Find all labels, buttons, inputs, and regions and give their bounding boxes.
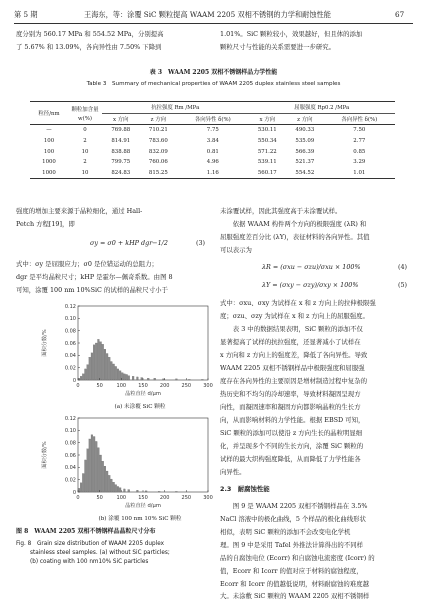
y-tick-label: 0.02: [64, 477, 76, 484]
histogram-bar: [80, 483, 82, 492]
histogram-bar: [176, 491, 178, 492]
intro-left-line-2: 了 5.67% 和 13.09%，各向异性由 7.50% 下降到: [16, 43, 162, 51]
y-tick-label: 0.10: [64, 316, 76, 323]
histogram-bar: [91, 353, 93, 380]
table-cell: 824.83: [102, 168, 140, 179]
right-body3-line-1: 图 9 是 WAAM 2205 双相不锈钢样品在 3.5%: [220, 502, 368, 510]
histogram-bar: [104, 349, 106, 380]
x-tick-label: 300: [203, 383, 213, 389]
histogram-bar: [100, 455, 102, 492]
left-body-line-1: 强度的增加主要来源于晶粒细化，通过 Hall-: [16, 207, 143, 215]
table-title-en: Table 3 Summary of mechanical properties of WAAM 2205 duplex stainless steel samples: [86, 81, 341, 87]
figure-caption-cn: 图 8 WAAM 2205 双相不锈钢样品晶粒尺寸分布: [16, 528, 156, 535]
x-axis-label: 晶粒直径 d/μm: [125, 391, 161, 397]
right-body1-line-4: 可以表示为: [220, 246, 252, 254]
histogram-bar: [137, 490, 139, 492]
table-cell: 2.77: [353, 138, 366, 145]
table-cell: 814.91: [111, 138, 131, 145]
histogram-bar: [115, 485, 117, 492]
y-tick-label: 0.04: [64, 353, 76, 360]
grain-size-chart-a: [38, 302, 218, 402]
chart-a-subtitle: (a) 未涂覆 SiC 颗粒: [114, 404, 166, 410]
table-row: [30, 157, 395, 168]
y-axis-label: 面积分数/%: [42, 441, 48, 469]
histogram-bar: [106, 353, 108, 380]
equation-3-number: (3): [196, 239, 206, 247]
histogram-bar: [176, 379, 178, 380]
histogram-bar: [137, 377, 139, 380]
figure-caption-en-1: Fig. 8 Grain size distribution of WAAM 2205 duplex: [16, 541, 164, 547]
histogram-bar: [141, 378, 143, 380]
right-body3-line-5: 品的自腐蚀电位 (Ecorr) 和自腐蚀电流密度 (Icorr) 的: [220, 554, 375, 562]
table-row: [30, 136, 395, 147]
x-tick-label: 200: [159, 383, 170, 389]
table-cell: 1000: [30, 168, 68, 179]
table-row: [30, 125, 395, 136]
figure-caption-en-2: stainless steel samples. (a) without SiC particles;: [30, 550, 170, 556]
histogram-bar: [95, 441, 97, 492]
intro-right-line-2: 颗粒尺寸与性能的关系需要进一步研究。: [220, 43, 336, 51]
histogram-bar: [113, 482, 115, 492]
x-axis-label: 晶粒直径 d/μm: [125, 503, 161, 509]
histogram-bar: [128, 376, 130, 380]
histogram-bar: [108, 475, 110, 492]
table-cell: 710.21: [140, 125, 178, 136]
right-body2-line-9: 向性，而凝固速率和凝固方向都影响晶粒的生长方: [220, 403, 361, 411]
y-tick-label: 0: [72, 489, 76, 496]
right-body2-line-7: 度存在各向异性的主要原因是增材制造过程中复杂的: [220, 377, 367, 385]
table-cell: 1.01: [324, 168, 395, 179]
histogram-bar: [121, 373, 123, 380]
y-tick-label: 0.12: [64, 303, 76, 310]
x-tick-label: 150: [138, 383, 148, 389]
table-cell: 783.60: [148, 138, 168, 145]
table-cell: 0.81: [206, 148, 219, 155]
histogram-bar: [113, 364, 115, 380]
right-body2-line-4: 显著提高了试样的抗拉强度，还显著减小了试样在: [220, 338, 361, 346]
left-body2-line-3: 可知，涂覆 100 nm 10%SiC 的试样的晶粒尺寸小于: [16, 286, 168, 294]
x-tick-label: 150: [138, 495, 148, 501]
table-cell: 554.52: [286, 168, 324, 179]
table-cell: 0: [68, 125, 102, 136]
table-cell: 3.29: [353, 159, 366, 166]
histogram-bar: [154, 378, 156, 380]
table-cell: 0.85: [353, 148, 366, 155]
x-tick-label: 0: [76, 495, 80, 501]
histogram-bar: [128, 490, 130, 492]
x-tick-label: 50: [96, 495, 103, 501]
x-tick-label: 300: [203, 495, 213, 501]
histogram-bar: [89, 357, 91, 380]
header-rule: [14, 23, 413, 24]
right-body2-line-13: 试样的最大织构强度降低，从而降低了力学性能各: [220, 455, 361, 463]
histogram-bar: [124, 374, 126, 380]
section-heading: 2.3 耐腐蚀性能: [220, 485, 270, 493]
histogram-bar: [93, 345, 95, 380]
y-tick-label: 0.02: [64, 365, 76, 372]
intro-left-line-1: 度分别为 560.17 MPa 和 554.52 MPa，分别提高: [16, 30, 164, 38]
table-row: [30, 146, 395, 157]
grain-size-chart-b: [38, 414, 218, 514]
right-body1-line-3: 屈服强度差百分比 (λY)，表征材料的各向异性。其值: [220, 233, 370, 241]
table-cell: 10: [68, 168, 102, 179]
figure-caption-en-3: (b) coating with 100 nm10% SiC particles: [30, 559, 149, 565]
running-title: 王海东，等：涂覆 SiC 颗粒提高 WAAM 2205 双相不锈钢的力学和耐蚀性能: [84, 10, 331, 19]
right-body3-line-2: NaCl 溶液中的极化曲线，5 个样品的极化曲线形状: [220, 515, 366, 523]
right-body2-line-12: 化，并呈现多个不同的生长方向，涂覆 SiC 颗粒的: [220, 442, 364, 450]
right-body3-line-3: 相似，表明 SiC 颗粒的添加不会改变电化学机: [220, 528, 351, 536]
histogram-bar: [95, 343, 97, 380]
y-tick-label: 0.10: [64, 428, 76, 435]
y-tick-label: 0.08: [64, 440, 76, 447]
x-tick-label: 50: [96, 383, 103, 389]
y-tick-label: 0.06: [64, 452, 76, 459]
x-tick-label: 250: [181, 495, 192, 501]
histogram-bar: [111, 479, 113, 492]
table-cell: 539.11: [257, 159, 277, 166]
histogram-bar: [115, 366, 117, 380]
histogram-bar: [189, 379, 191, 380]
table-cell: 100: [43, 148, 55, 155]
histogram-bar: [82, 474, 84, 493]
right-body2-line-2: 度；σzu、σzy 为试样在 x 和 z 方向上的屈服强度。: [220, 312, 369, 320]
right-body2-line-1: 式中：σxu、σxy 为试样在 x 和 z 方向上的拉伸极限强: [220, 299, 376, 307]
table-cell: 521.37: [295, 159, 315, 166]
right-body2-line-10: 向，从而影响材料的力学性能。根据 EBSD 可知，: [220, 416, 365, 424]
histogram-bar: [126, 374, 128, 380]
left-body2-line-2: dgr 是平均晶粒尺寸；kHP 是霍尔—佩奇系数。由图 8: [16, 273, 173, 281]
right-body2-line-3: 表 3 中的数据结果表明，SiC 颗粒的添加不仅: [220, 325, 363, 333]
right-body2-line-8: 热历史和不均匀的冷却速率，导致材料凝固呈现方: [220, 390, 361, 398]
col-yield-z: z 方向: [297, 116, 313, 123]
right-body1-line-1: 未涂覆试样，因此其强度高于未涂覆试样。: [220, 207, 342, 215]
equation-4-number: (4): [398, 263, 408, 271]
table-cell: 760.06: [148, 159, 168, 166]
histogram-bar: [98, 448, 100, 492]
histogram-bar: [102, 461, 104, 492]
right-body2-line-6: WAAM 2205 双相不锈钢样品中极限强度和屈服强: [220, 364, 365, 372]
table-cell: 3.84: [206, 138, 219, 145]
histogram-bar: [85, 460, 87, 492]
histogram-bar: [104, 466, 106, 492]
yield-strength-group: 屈服强度 Rp0.2 /MPa: [248, 102, 395, 114]
histogram-bar: [78, 378, 80, 380]
table-cell: 769.88: [102, 125, 140, 136]
table-cell: 550.34: [257, 138, 277, 145]
intro-right-line-1: 1.01%。SiC 颗粒较小，效果越好，但且体的添加: [220, 30, 363, 38]
equation-5-number: (5): [398, 281, 408, 289]
histogram-bar: [106, 471, 108, 492]
col-tensile-x: x 方向: [113, 116, 129, 123]
x-tick-label: 100: [116, 383, 127, 389]
histogram-bar: [91, 435, 93, 492]
col-size-header: 粒径/nm: [30, 102, 68, 125]
x-tick-label: 0: [76, 383, 80, 389]
histogram-bar: [85, 369, 87, 380]
histogram-bar: [87, 365, 89, 380]
table-cell: 815.25: [140, 168, 178, 179]
table-cell: 2: [83, 138, 87, 145]
y-tick-label: 0: [72, 377, 76, 384]
histogram-bar: [98, 339, 100, 380]
right-body2-line-14: 向异性。: [220, 468, 246, 476]
histogram-bar: [145, 491, 147, 492]
table-cell: 838.88: [111, 148, 131, 155]
histogram-bar: [87, 449, 89, 492]
x-tick-label: 200: [159, 495, 170, 501]
histogram-bar: [202, 379, 204, 380]
table-cell: 7.75: [177, 125, 248, 136]
col-yield-x: x 方向: [259, 116, 276, 123]
histogram-bar: [82, 374, 84, 380]
equation-3: σy = σ0 + kHP dgr−1/2: [90, 239, 168, 247]
table-title-cn: 表 3 WAAM 2205 双相不锈钢样品力学性能: [149, 69, 278, 76]
chart-b-subtitle: (b) 涂覆 100 nm 10% SiC 颗粒: [98, 516, 182, 522]
table-cell: 7.50: [324, 125, 395, 136]
y-tick-label: 0.08: [64, 328, 76, 335]
histogram-bar: [108, 357, 110, 380]
tensile-strength-group: 抗拉强度 Rm /MPa: [102, 102, 248, 114]
table-cell: 571.22: [257, 148, 277, 155]
right-body1-line-2: 依据 WAAM 构件两个方向的极限强度 (λR) 和: [220, 220, 367, 228]
table-row: [30, 168, 395, 179]
left-body2-line-1: 式中：σy 是屈服应力；σ0 是位错运动的总阻力；: [16, 260, 158, 268]
histogram-bar: [119, 488, 121, 492]
histogram-bar: [89, 439, 91, 492]
right-body3-line-8: 大。未涂敷 SiC 颗粒的 WAAM 2205 双相不锈钢样: [220, 592, 370, 600]
y-tick-label: 0.04: [64, 465, 76, 472]
col-yield-aniso: 各向异性 δ(%): [341, 116, 378, 123]
histogram-bar: [100, 342, 102, 380]
table-cell: 530.11: [248, 125, 286, 136]
col-tensile-z: z 方向: [150, 116, 167, 123]
histogram-bar: [117, 486, 119, 492]
col-tensile-aniso: 各向异性 δ(%): [194, 116, 231, 123]
histogram-bar: [117, 369, 119, 380]
histogram-bar: [158, 491, 160, 492]
right-body3-line-7: Ecorr 和 Icorr 的值越低说明，材料耐腐蚀的难度越: [220, 580, 369, 588]
issue-number: 第 5 期: [14, 10, 38, 19]
table-cell: 10: [81, 148, 89, 155]
histogram-bar: [132, 376, 134, 380]
histogram-bar: [93, 437, 95, 493]
histogram-bar: [147, 378, 149, 380]
table-cell: —: [30, 125, 68, 136]
table-cell: 566.39: [295, 148, 315, 155]
page-number: 67: [395, 10, 405, 19]
table-cell: 100: [43, 138, 55, 145]
y-tick-label: 0.06: [64, 340, 76, 347]
table-cell: 490.33: [286, 125, 324, 136]
table-cell: 4.96: [206, 159, 219, 166]
histogram-bar: [102, 344, 104, 380]
histogram-bar: [111, 362, 113, 381]
table-cell: 1.16: [177, 168, 248, 179]
table-cell: 560.17: [248, 168, 286, 179]
histogram-bar: [124, 489, 126, 492]
table-cell: 2: [83, 159, 87, 166]
col-frac-header: 颗粒加含量: [68, 102, 102, 114]
histogram-bar: [80, 376, 82, 380]
histogram-bar: [78, 488, 80, 492]
table-cell: 799.75: [111, 159, 131, 166]
right-body2-line-11: SiC 颗粒的添加可以使沿 z 方向生长的晶粒明显细: [220, 429, 363, 437]
right-body3-line-6: 值，Ecorr 和 Icorr 的值对应于材料的腐蚀程度，: [220, 567, 363, 575]
x-tick-label: 250: [181, 383, 192, 389]
table-cell: 535.09: [295, 138, 315, 145]
x-tick-label: 100: [116, 495, 127, 501]
equation-5: λY = (σxy − σzy)/σxy × 100%: [262, 281, 359, 289]
table-cell: 832.09: [148, 148, 168, 155]
y-axis-label: 面积分数/%: [42, 329, 48, 357]
y-tick-label: 0.12: [64, 415, 76, 422]
equation-4: λR = (σxu − σzu)/σxu × 100%: [262, 263, 361, 271]
left-body-line-2: Petch 方程[19]，即: [16, 220, 75, 228]
histogram-bar: [119, 371, 121, 380]
col-frac-unit: w(%): [78, 115, 92, 122]
table-cell: 1000: [42, 159, 56, 166]
histogram-bar: [163, 379, 165, 380]
right-body2-line-5: x 方向和 z 方向上的强度差，降低了各向异性。导致: [220, 351, 368, 359]
right-body3-line-4: 理。图 9 中是采用 Tafel 外推法计算得出的不同样: [220, 541, 363, 549]
mechanical-properties-table: [30, 101, 395, 179]
